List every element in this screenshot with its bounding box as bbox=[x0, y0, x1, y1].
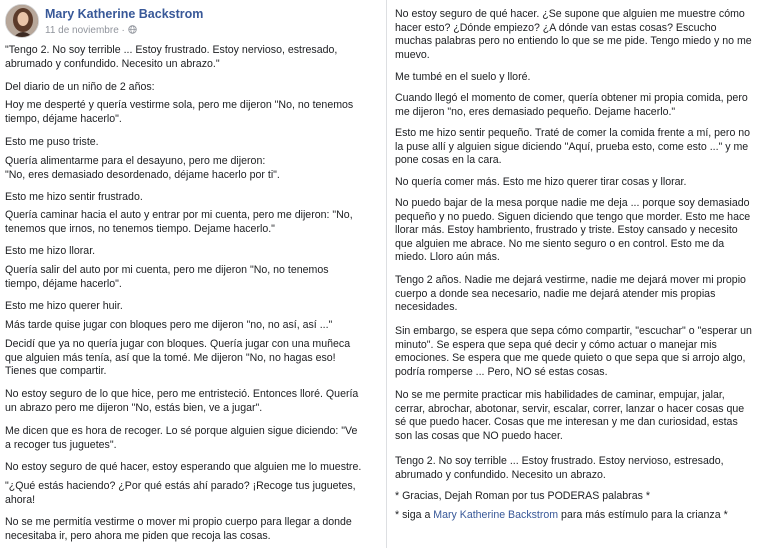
post-meta bbox=[45, 25, 137, 36]
post-header bbox=[5, 4, 375, 40]
post-paragraph: No estoy seguro de qué hacer, estoy esperando que alguien me lo muestre. bbox=[5, 461, 362, 473]
post-paragraph: No estoy seguro de qué hacer. ¿Se supone que alguien me muestre cómo hacer esto? ¿Dónde empiezo? ¿A dónde van estas cosas? Escucho muchas palabras pero no entiendo lo que se me pide. Tengo miedo y no me muevo. bbox=[395, 8, 752, 61]
post-paragraph: Tengo 2 años. Nadie me dejará vestirme, nadie me dejará mover mi propio cuerpo a donde sea necesario, nadie me dejará atender mis propias necesidades. bbox=[395, 274, 746, 313]
globe-icon[interactable] bbox=[128, 25, 137, 34]
avatar[interactable] bbox=[5, 4, 39, 38]
post-paragraph: Quería salir del auto por mi cuenta, pero me dijeron "No, no tenemos tiempo, déjame hacerlo". bbox=[5, 264, 329, 290]
post-paragraph: Decidí que ya no quería jugar con bloques. Quería jugar con una muñeca que alguien más tenía, así que la tomé. Me dijeron "No, no hagas eso! Tienes que compartir. bbox=[5, 338, 351, 377]
post-paragraph: "Tengo 2. No soy terrible ... Estoy frustrado. Estoy nervioso, estresado, abrumado y confundido. Necesito un abrazo." bbox=[5, 44, 338, 70]
author-mention-link[interactable]: Mary Katherine Backstrom bbox=[433, 509, 559, 521]
post-paragraph: No puedo bajar de la mesa porque nadie me deja ... porque soy demasiado pequeño y no puedo. Siguen diciendo que tengo que morder. Esto me hace llorar más. Estoy hambriento, frustrado y triste. Estoy cansado y necesito que alguien me abrace. No me siento seguro o en control. Esto me da miedo. Lloro aún más. bbox=[395, 197, 751, 263]
meta-separator: · bbox=[121, 25, 125, 36]
post-paragraph: No quería comer más. Esto me hizo querer tirar cosas y llorar. bbox=[395, 176, 687, 188]
post-paragraph: Quería alimentarme para el desayuno, pero me dijeron: "No, eres demasiado desordenado, déjame hacerlo por ti". bbox=[5, 155, 280, 181]
avatar-portrait-icon bbox=[6, 5, 39, 38]
post-paragraph: No se me permite practicar mis habilidades de caminar, empujar, jalar, cerrar, abrochar, abotonar, servir, escalar, correr, lanzar o hacer cosas que sé que puedo hacer. Cosas que me interesan y me dan curiosidad, estas son las cosas que NO puedo hacer. bbox=[395, 389, 745, 442]
post-paragraph: Esto me hizo llorar. bbox=[5, 245, 96, 257]
post-paragraph: No estoy seguro de lo que hice, pero me entristeció. Entonces lloré. Quería un abrazo pero me dijeron "No, estás bien, ve a jugar". bbox=[5, 388, 359, 414]
closing-prefix: * siga a bbox=[395, 509, 434, 521]
post-paragraph: Esto me hizo querer huir. bbox=[5, 300, 123, 312]
post-paragraph: Hoy me desperté y quería vestirme sola, pero me dijeron "No, no tenemos tiempo, déjame hacerlo". bbox=[5, 99, 354, 125]
closing-suffix: para más estímulo para la crianza * bbox=[558, 509, 728, 521]
post-paragraph: * Gracias, Dejah Roman por tus PODERAS palabras * bbox=[395, 490, 650, 502]
closing-line bbox=[395, 509, 779, 523]
post-date[interactable]: 11 de noviembre bbox=[45, 25, 119, 36]
post-paragraph: Quería caminar hacia el auto y entrar por mi cuenta, pero me dijeron: "No, tenemos que irnos, no tenemos tiempo. Dejame hacerlo." bbox=[5, 209, 353, 235]
post-paragraph: Del diario de un niño de 2 años: bbox=[5, 81, 155, 93]
column-divider bbox=[386, 0, 387, 548]
post-paragraph: Cuando llegó el momento de comer, quería obtener mi propia comida, pero me dijeron "no, eres demasiado pequeño. Dejame hacerlo." bbox=[395, 92, 748, 118]
post-paragraph: "¿Qué estás haciendo? ¿Por qué estás ahí parado? ¡Recoge tus juguetes, ahora! bbox=[5, 480, 356, 506]
post-paragraph: Esto me hizo sentir pequeño. Traté de comer la comida frente a mí, pero no la puse allí y alguien sigue diciendo "Aquí, prueba esto, come esto ..." y me pone cosas en la cara. bbox=[395, 127, 751, 166]
post-paragraph: No se me permitía vestirme o mover mi propio cuerpo para llegar a donde necesitaba ir, pero ahora me piden que recoja las cosas. bbox=[5, 516, 352, 542]
post-paragraph: Más tarde quise jugar con bloques pero me dijeron "no, no así, así ..." bbox=[5, 319, 333, 331]
post-paragraph: Sin embargo, se espera que sepa cómo compartir, "escuchar" o "esperar un minuto". Se espera que sepa qué decir y cómo actuar o manejar mis emociones. Se espera que me quede quieto o que sepa que si arrojo algo, podría romperse ... Pero, NO sé estas cosas. bbox=[395, 325, 752, 378]
post-paragraph: Me tumbé en el suelo y lloré. bbox=[395, 71, 531, 83]
post-paragraph: Esto me puso triste. bbox=[5, 136, 99, 148]
post-paragraph: Me dicen que es hora de recoger. Lo sé porque alguien sigue diciendo: "Ve a recoger tus juguetes". bbox=[5, 425, 358, 451]
post-paragraph: Tengo 2. No soy terrible ... Estoy frustrado. Estoy nervioso, estresado, abrumado y confundido. Necesito un abrazo. bbox=[395, 455, 724, 481]
post-paragraph: Esto me hizo sentir frustrado. bbox=[5, 191, 143, 203]
post-author[interactable]: Mary Katherine Backstrom bbox=[45, 7, 204, 21]
